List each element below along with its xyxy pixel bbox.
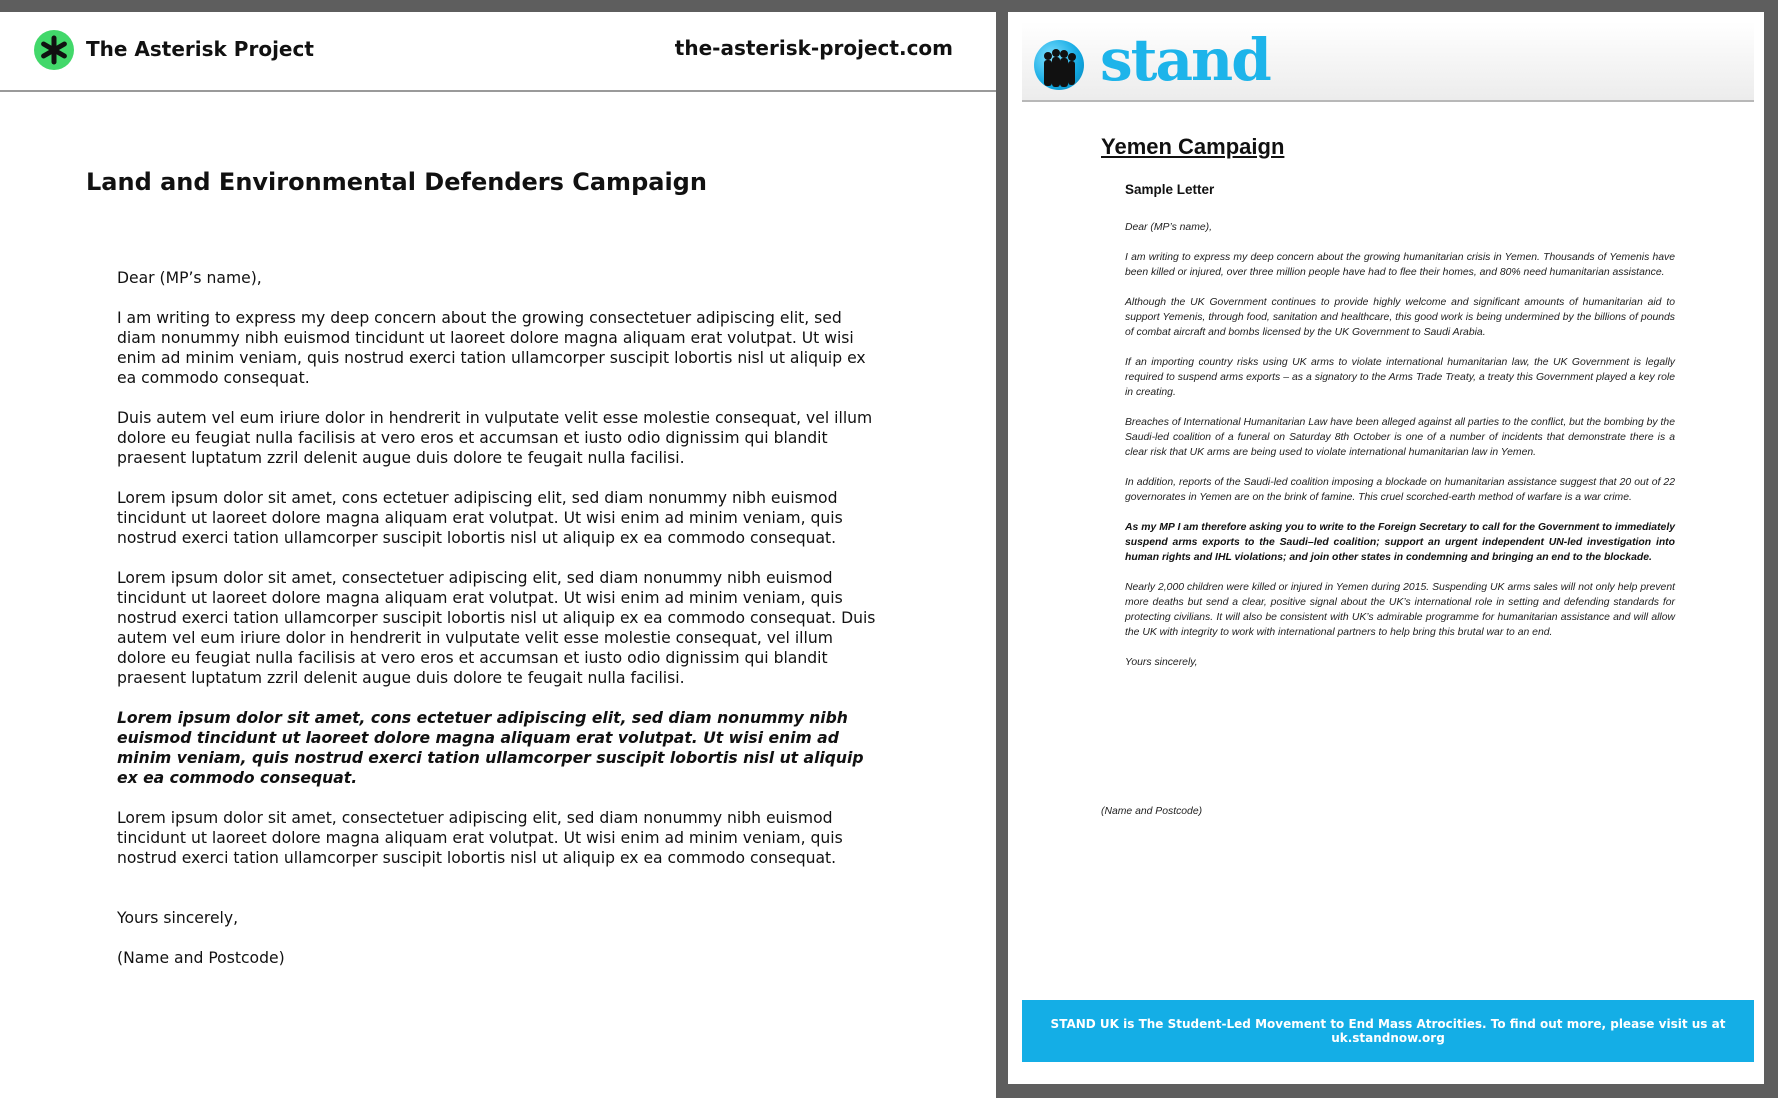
letter-request-paragraph: Lorem ipsum dolor sit amet, cons ectetuer adipiscing elit, sed diam nonummy nibh euismod tincidunt ut laoreet dolore magna aliquam erat volutpat. Ut wisi enim ad minim veniam, quis nostrud exerci tation ullamcorper suscipit lobortis nisl ut aliquip ex ea commodo consequat. bbox=[117, 709, 864, 787]
yemen-campaign-title: Yemen Campaign bbox=[1101, 134, 1285, 159]
letter-signature: (Name and Postcode) bbox=[1101, 806, 1203, 817]
letter-paragraph: Lorem ipsum dolor sit amet, consectetuer adipiscing elit, sed diam nonummy nibh euismod tincidunt ut laoreet dolore magna aliquam erat volutpat. Ut wisi enim ad minim veniam, quis nostrud exerci tation ullamcorper suscipit lobortis nisl ut aliquip ex ea commodo consequat. Duis autem vel eum iriure dolor in hendrerit in vulputate velit esse molestie consequat, vel illum dolore eu feugiat nulla facilisis at vero eros et accumsan et iusto odio dignissim qui blandit praesent luptatum zzril delenit augue duis dolore te feugait nulla facilisi. bbox=[117, 569, 876, 687]
asterisk-icon bbox=[34, 30, 74, 70]
letter-paragraph: Lorem ipsum dolor sit amet, cons ectetuer adipiscing elit, sed diam nonummy nibh euismod tincidunt ut laoreet dolore magna aliquam erat volutpat. Ut wisi enim ad minim veniam, quis nostrud exerci tation ullamcorper suscipit lobortis nisl ut aliquip ex ea commodo consequat. bbox=[117, 489, 843, 547]
letter-paragraph: Lorem ipsum dolor sit amet, consectetuer adipiscing elit, sed diam nonummy nibh euismod tincidunt ut laoreet dolore magna aliquam erat volutpat. Ut wisi enim ad minim veniam, quis nostrud exerci tation ullamcorper suscipit lobortis nisl ut aliquip ex ea commodo consequat. bbox=[117, 809, 843, 867]
asterisk-letter-body bbox=[117, 268, 885, 988]
asterisk-letter-page bbox=[0, 12, 996, 1098]
letter-salutation: Dear (MP’s name), bbox=[1125, 222, 1212, 233]
letter-request-paragraph: As my MP I am therefore asking you to write to the Foreign Secretary to call for the Government to immediately suspend arms exports to the Saudi–led coalition; support an urgent independent UN-led investigation into human rights and IHL violations; and join other states in condemning and bringing an end to the blockade. bbox=[1125, 522, 1675, 563]
stand-letter-page bbox=[1008, 12, 1764, 1084]
letter-paragraph: Duis autem vel eum iriure dolor in hendrerit in vulputate velit esse molestie consequat, vel illum dolore eu feugiat nulla facilisis at vero eros et accumsan et iusto odio dignissim qui blandit praesent luptatum zzril delenit augue duis dolore te feugait nulla facilisi. bbox=[117, 409, 873, 467]
letter-closing: Yours sincerely, bbox=[1125, 657, 1198, 668]
letter-paragraph: I am writing to express my deep concern about the growing consectetuer adipiscing elit, sed diam nonummy nibh euismod tincidunt ut laoreet dolore magna aliquam erat volutpat. Ut wisi enim ad minim veniam, quis nostrud exerci tation ullamcorper suscipit lobortis nisl ut aliquip ex ea commodo consequat. bbox=[117, 309, 866, 387]
stand-footer-banner bbox=[1022, 1000, 1754, 1062]
sample-letter-subtitle: Sample Letter bbox=[1125, 182, 1215, 197]
letter-paragraph: In addition, reports of the Saudi-led coalition imposing a blockade on humanitarian assistance suggest that 20 out of 22 governorates in Yemen are on the brink of famine. This cruel scorched-earth method of warfare is a war crime. bbox=[1125, 477, 1675, 503]
letter-paragraph: Although the UK Government continues to provide highly welcome and significant amounts of humanitarian aid to support Yemenis, through food, sanitation and healthcare, this good work is being undermined by the billions of pounds of combat aircraft and bombs licensed by the UK Government to Saudi Arabia. bbox=[1125, 297, 1675, 338]
stand-logo-wordmark: stand bbox=[1100, 26, 1270, 94]
letter-signature: (Name and Postcode) bbox=[117, 949, 285, 967]
letter-paragraph: If an importing country risks using UK arms to violate international humanitarian law, the UK Government is legally required to suspend arms exports – as a signatory to the Arms Trade Treaty, a treaty this Government played a key role in creating. bbox=[1125, 357, 1675, 398]
letter-salutation: Dear (MP’s name), bbox=[117, 269, 262, 287]
asterisk-campaign-title: Land and Environmental Defenders Campaign bbox=[86, 168, 707, 196]
asterisk-header bbox=[0, 12, 996, 92]
asterisk-url: the-asterisk-project.com bbox=[674, 36, 953, 60]
letter-paragraph: Breaches of International Humanitarian Law have been alleged against all parties to the conflict, but the bombing by the Saudi-led coalition of a funeral on Saturday 8th October is one of a number of incidents that demonstrate there is a clear risk that UK arms are being used to violate international humanitarian law in Yemen. bbox=[1125, 417, 1675, 458]
stand-letter-body bbox=[1125, 220, 1675, 685]
letter-paragraph: Nearly 2,000 children were killed or injured in Yemen during 2015. Suspending UK arms sales will not only help prevent more deaths but send a clear, positive signal about the UK’s international role in setting and defending standards for protecting civilians. It will also be consistent with UK’s admirable programme for humanitarian assistance and will allow the UK with integrity to work with international partners to help bring this brutal war to an end. bbox=[1125, 582, 1675, 638]
letter-closing: Yours sincerely, bbox=[117, 909, 239, 927]
stand-footer-text: STAND UK is The Student-Led Movement to End Mass Atrocities. To find out more, please visit us at uk.standnow.org bbox=[1050, 1017, 1726, 1045]
stand-header bbox=[1022, 22, 1754, 102]
letter-paragraph: I am writing to express my deep concern about the growing humanitarian crisis in Yemen. Thousands of Yemenis have been killed or injured, over three million people have had to flee their homes, and 80% need humanitarian assistance. bbox=[1125, 252, 1675, 278]
asterisk-brand-name: The Asterisk Project bbox=[86, 37, 314, 61]
globe-silhouettes-icon bbox=[1034, 40, 1084, 90]
